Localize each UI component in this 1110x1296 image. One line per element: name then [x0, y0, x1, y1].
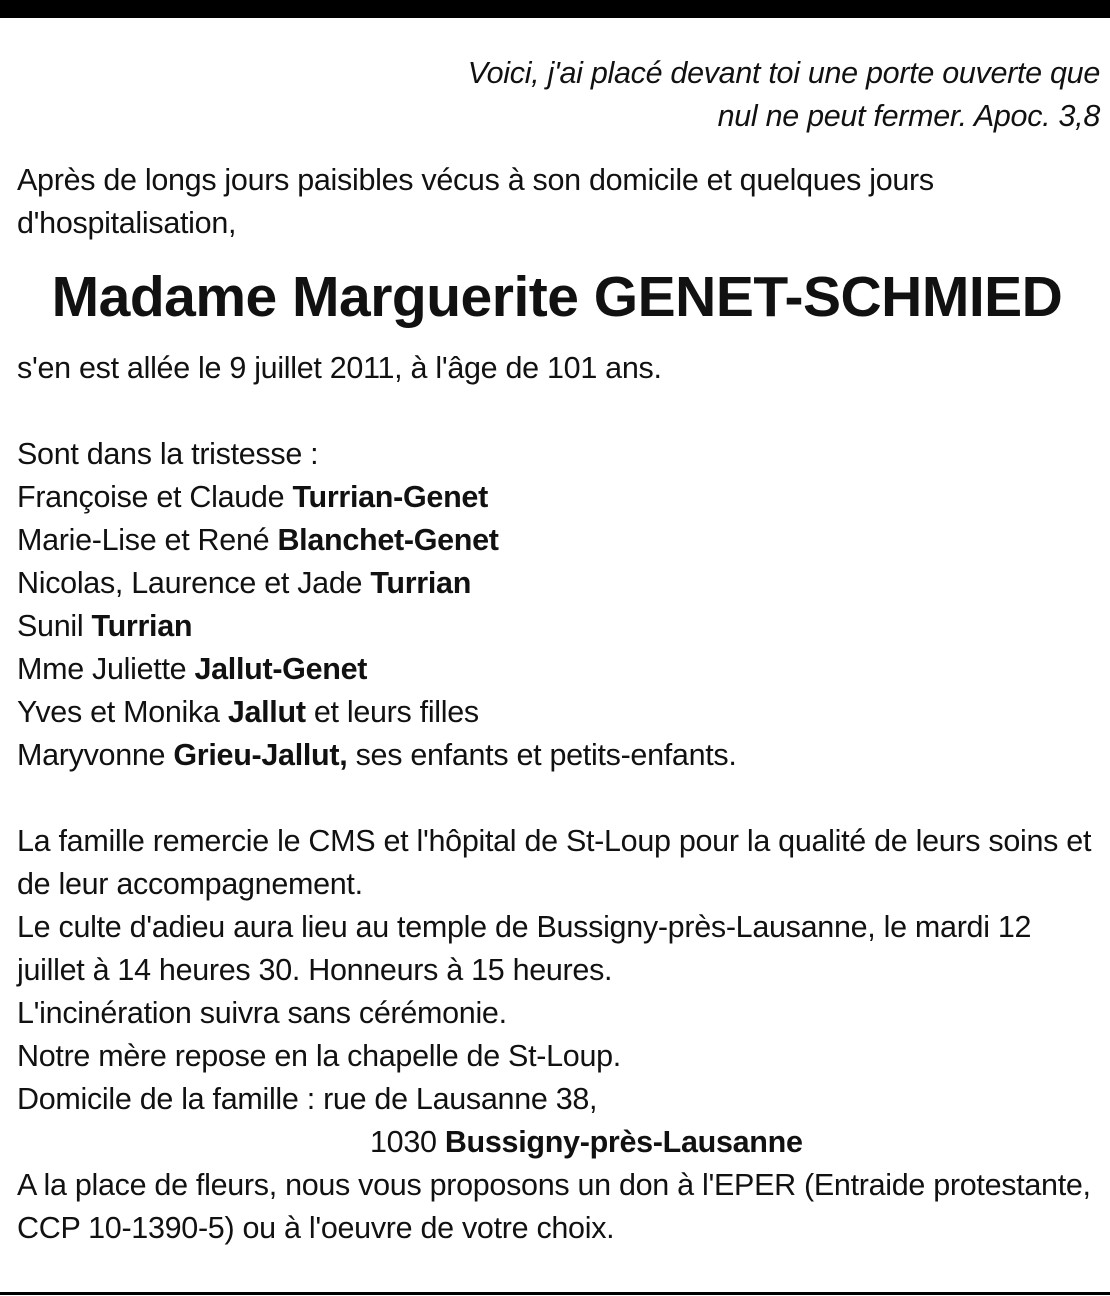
mourner-given-names: Nicolas, Laurence et Jade	[17, 566, 371, 600]
obituary-notice	[17, 52, 1100, 1250]
donation-paragraph: A la place de fleurs, nous vous proposons un don à l'EPER (Entraide protestante, CCP 10-1390-5) ou à l'oeuvre de votre choix.	[17, 1168, 1091, 1245]
mourner-item	[17, 476, 1097, 519]
mourner-family-name: Jallut	[227, 695, 306, 729]
death-notice: s'en est allée le 9 juillet 2011, à l'âge de 101 ans.	[17, 351, 662, 385]
mourner-family-name: Jallut-Genet	[194, 652, 368, 686]
mourner-family-name: Turrian	[91, 609, 193, 643]
mourner-family-name: Turrian-Genet	[292, 480, 488, 514]
domicile-label: Domicile de la famille : rue de Lausanne 38,	[17, 1082, 598, 1116]
verse-line-1: Voici, j'ai placé devant toi une porte ouverte que	[467, 56, 1100, 90]
mourners-heading: Sont dans la tristesse :	[17, 437, 319, 471]
verse-line-2: nul ne peut fermer. Apoc. 3,8	[717, 99, 1100, 133]
bottom-border-rule	[0, 1292, 1110, 1295]
cremation-line: L'incinération suivra sans cérémonie.	[17, 996, 507, 1030]
mourner-given-names: Marie-Lise et René	[17, 523, 278, 557]
deceased-name: Madame Marguerite GENET-SCHMIED	[51, 265, 1063, 329]
mourner-item	[17, 734, 1097, 777]
mourner-family-name: Blanchet-Genet	[277, 523, 499, 557]
mourner-suffix: ses enfants et petits-enfants.	[347, 738, 737, 772]
mourner-item	[17, 605, 1097, 648]
bible-verse	[17, 52, 1100, 138]
domicile-city-line	[17, 1121, 1097, 1164]
spacer	[17, 777, 1097, 820]
chapel-line: Notre mère repose en la chapelle de St-Loup.	[17, 1039, 621, 1073]
top-border-rule	[0, 0, 1110, 18]
mourner-item	[17, 562, 1097, 605]
mourner-given-names: Maryvonne	[17, 738, 174, 772]
mourner-given-names: Yves et Monika	[17, 695, 228, 729]
thanks-paragraph: La famille remercie le CMS et l'hôpital de St-Loup pour la qualité de leurs soins et de leur accompagnement.	[17, 824, 1092, 901]
mourner-suffix: et leurs filles	[305, 695, 479, 729]
mourners-list	[17, 476, 1097, 777]
mourner-family-name: Turrian	[370, 566, 472, 600]
spacer	[17, 390, 1097, 433]
mourner-given-names: Sunil	[17, 609, 92, 643]
mourner-family-name: Grieu-Jallut,	[173, 738, 348, 772]
mourner-item	[17, 691, 1097, 734]
domicile-postcode: 1030	[370, 1125, 445, 1159]
mourner-item	[17, 519, 1097, 562]
mourner-item	[17, 648, 1097, 691]
ceremony-paragraph: Le culte d'adieu aura lieu au temple de Bussigny-près-Lausanne, le mardi 12 juillet à 14 heures 30. Honneurs à 15 heures.	[17, 910, 1032, 987]
mourner-given-names: Mme Juliette	[17, 652, 195, 686]
intro-text: Après de longs jours paisibles vécus à son domicile et quelques jours d'hospitalisation,	[17, 163, 934, 240]
mourner-given-names: Françoise et Claude	[17, 480, 293, 514]
domicile-city: Bussigny-près-Lausanne	[444, 1125, 803, 1159]
